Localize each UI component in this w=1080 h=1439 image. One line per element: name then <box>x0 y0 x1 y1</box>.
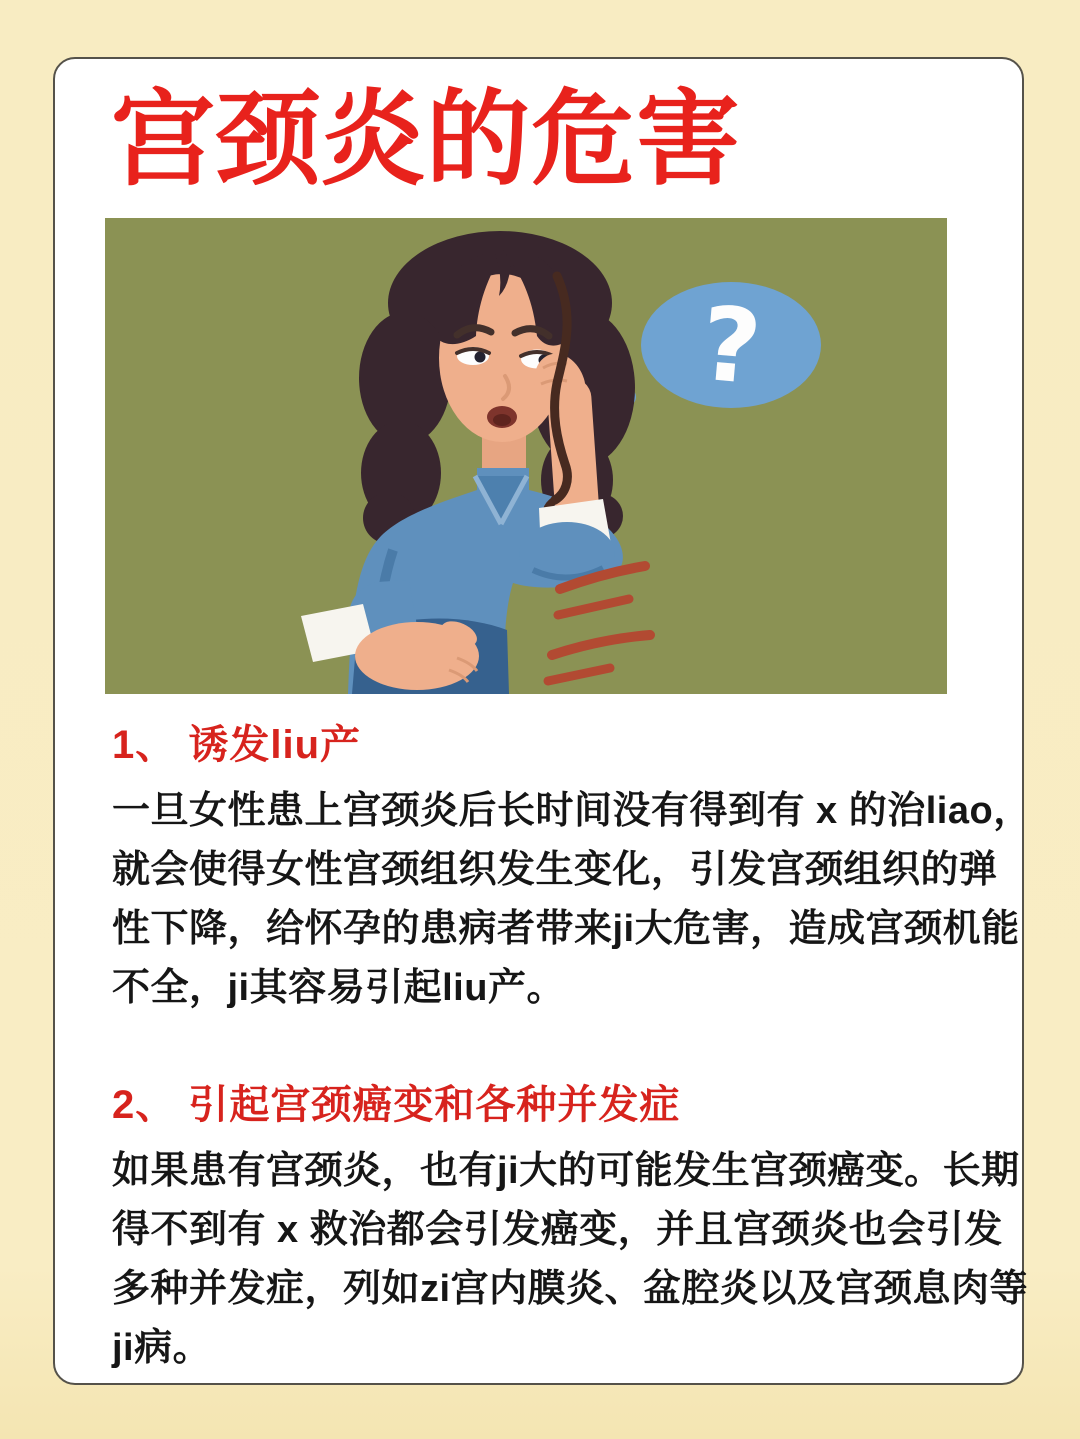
question-mark: ? <box>696 284 766 409</box>
paragraph-line: 性下降，给怀孕的患病者带来ji大危害，造成宫颈机能 <box>112 908 1020 950</box>
paragraph-line: 一旦女性患上宫颈炎后长时间没有得到有 x 的治liao， <box>112 790 1032 832</box>
paragraph-line: 不全，ji其容易引起liu产。 <box>112 967 565 1009</box>
illustration-worried-woman <box>105 218 947 694</box>
paragraph-line: 如果患有宫颈炎，也有ji大的可能发生宫颈癌变。长期 <box>112 1150 1020 1192</box>
section-1-body <box>112 782 1032 1018</box>
paragraph-line: ji病。 <box>112 1327 212 1369</box>
illustration-svg <box>105 218 947 694</box>
section-1-heading: 1、 诱发liu产 <box>112 723 362 767</box>
paragraph-line: 得不到有 x 救治都会引发癌变，并且宫颈炎也会引发 <box>112 1209 1003 1251</box>
page-title: 宫颈炎的危害 <box>111 82 742 198</box>
section-2-heading: 2、 引起宫颈癌变和各种并发症 <box>112 1083 681 1127</box>
paragraph-line: 多种并发症，列如zi宫内膜炎、盆腔炎以及宫颈息肉等 <box>112 1268 1029 1310</box>
paragraph-line: 就会使得女性宫颈组织发生变化，引发宫颈组织的弹 <box>112 849 998 891</box>
section-2-body <box>112 1142 1029 1378</box>
